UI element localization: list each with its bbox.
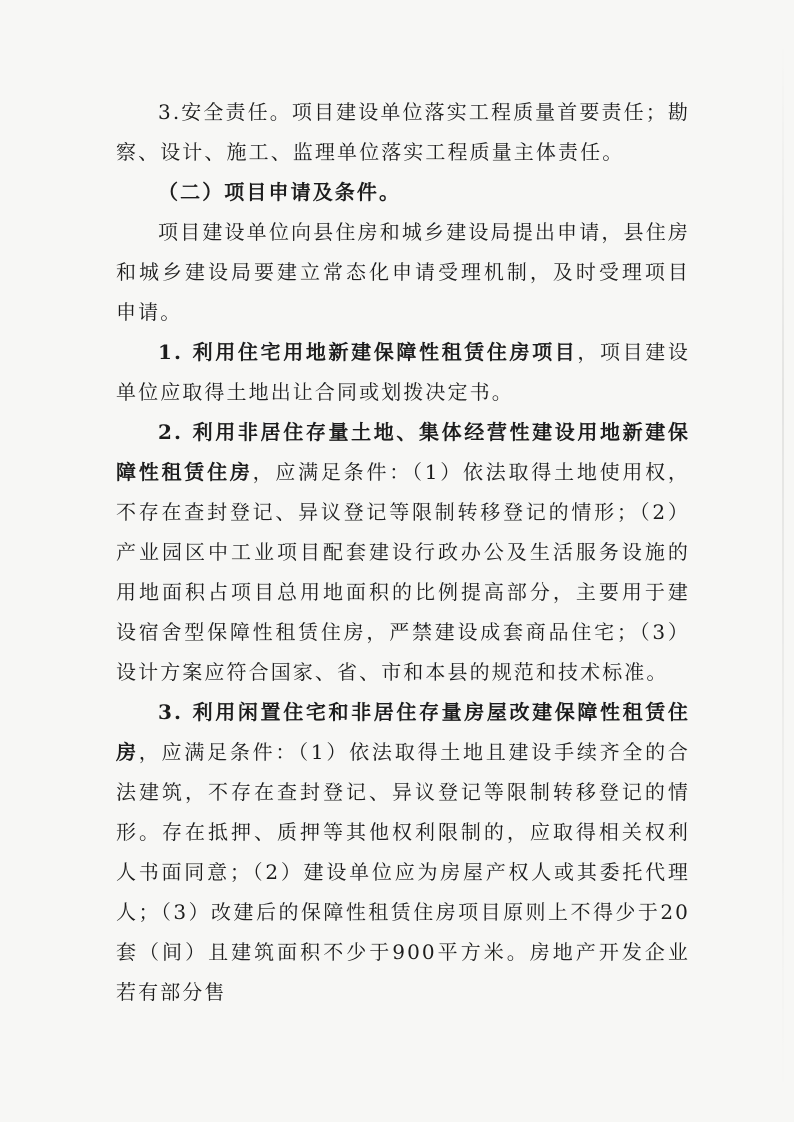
item-3-lead: 3. 利用闲置住宅和非居住存量房屋改建保障性租赁住房 [116, 700, 690, 764]
paragraph-application-intro [116, 212, 690, 332]
section-heading-application [116, 172, 690, 212]
paragraph-text: 项目建设单位向县住房和城乡建设局提出申请，县住房和城乡建设局要建立常态化申请受理机制，及时受理项目申请。 [116, 220, 690, 324]
paragraph-item-1 [116, 332, 690, 412]
scan-edge-shadow [782, 40, 784, 1100]
item-2-lead: 2. 利用非居住存量土地、集体经营性建设用地新建保障性租赁住房 [116, 420, 690, 484]
item-2-text: ，应满足条件：（1）依法取得土地使用权，不存在查封登记、异议登记等限制转移登记的情形；（2）产业园区中工业项目配套建设行政办公及生活服务设施的用地面积占项目总用地面积的比例提高部分，主要用于建设宿舍型保障性租赁住房，严禁建设成套商品住宅；（3）设计方案应符合国家、省、市和本县的规范和技术标准。 [116, 460, 690, 684]
item-1-text: ，项目建设单位应取得土地出让合同或划拨决定书。 [116, 340, 691, 404]
paragraph-safety-responsibility [116, 92, 690, 172]
paragraph-item-2 [116, 412, 690, 692]
document-body [116, 92, 690, 1012]
paragraph-text: 3.安全责任。项目建设单位落实工程质量首要责任；勘察、设计、施工、监理单位落实工程质量主体责任。 [116, 100, 690, 164]
item-1-lead: 1. 利用住宅用地新建保障性租赁住房项目 [158, 340, 578, 364]
item-3-text: ，应满足条件：（1）依法取得土地且建设手续齐全的合法建筑，不存在查封登记、异议登记等限制转移登记的情形。存在抵押、质押等其他权利限制的，应取得相关权利人书面同意；（2）建设单位应为房屋产权人或其委托代理人；（3）改建后的保障性租赁住房项目原则上不得少于20套（间）且建筑面积不少于900平方米。房地产开发企业若有部分售 [116, 740, 690, 1004]
paragraph-item-3 [116, 692, 690, 1012]
section-heading-text: （二）项目申请及条件。 [158, 180, 402, 204]
